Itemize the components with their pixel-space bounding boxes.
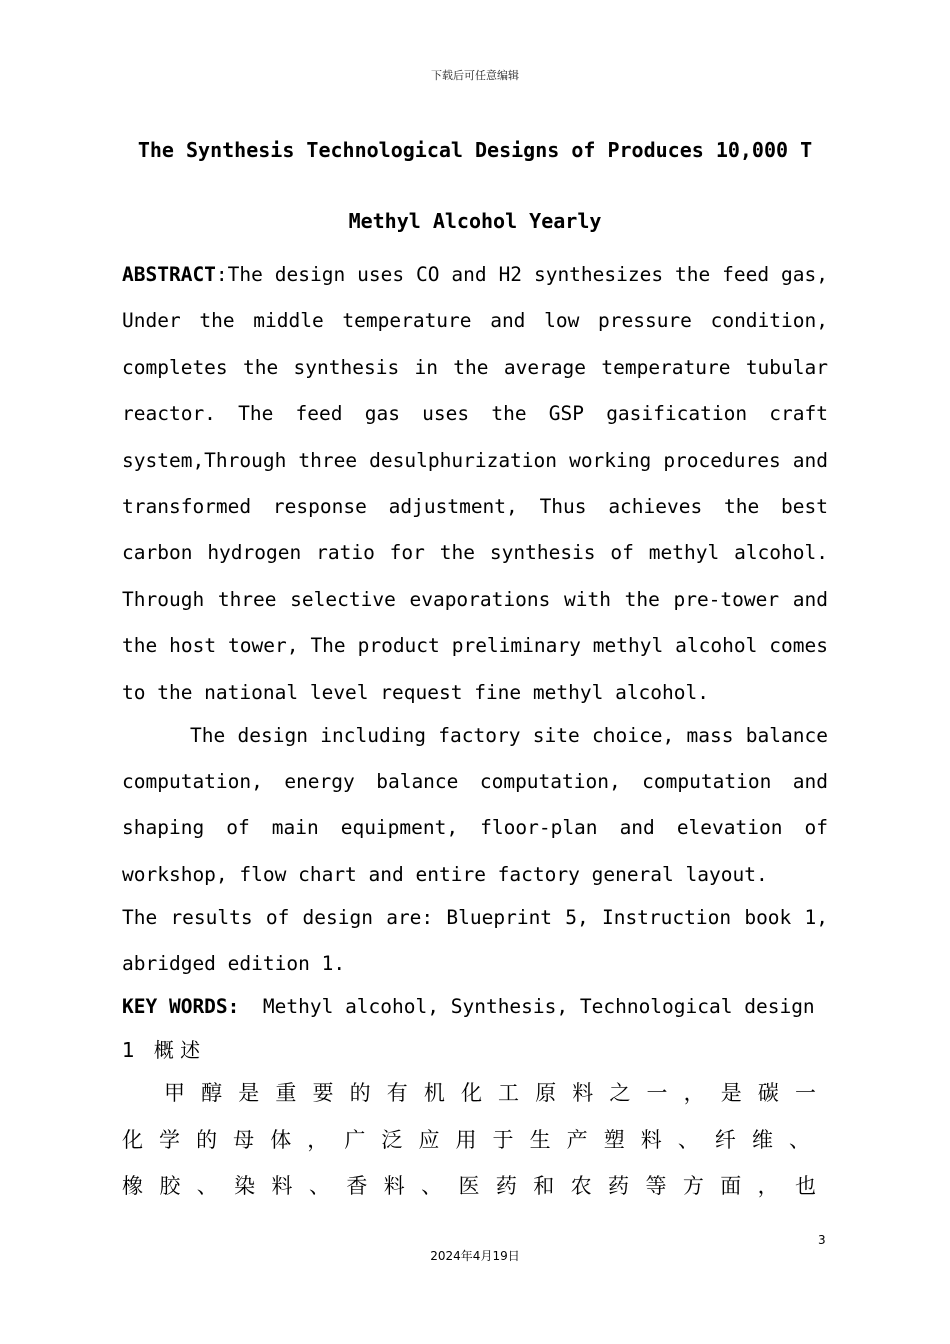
footer-date: 2024年4月19日 xyxy=(430,1249,520,1263)
abstract-separator: : xyxy=(215,263,228,286)
abstract-line-8: Through three selective evaporations with the pre-tower and xyxy=(122,588,828,611)
abstract-line-6: transformed response adjustment, Thus achieves the best xyxy=(122,495,828,518)
abstract-text: The design uses CO and H2 synthesizes the feed gas, xyxy=(227,263,828,286)
keywords-text: Methyl alcohol, Synthesis, Technological design xyxy=(262,995,815,1018)
results-line-1: The results of design are: Blueprint 5, Instruction book 1, xyxy=(122,906,828,929)
abstract-line-3: completes the synthesis in the average temperature tubular xyxy=(122,356,828,379)
section-title: 概 述 xyxy=(153,1038,201,1062)
abstract-line-10: to the national level request fine methyl alcohol. xyxy=(122,681,709,704)
chinese-line-3: 橡胶、染料、香料、医药和农药等方面，也 xyxy=(122,1174,816,1198)
results-line-2: abridged edition 1. xyxy=(122,952,346,975)
title-line-2: Methyl Alcohol Yearly xyxy=(348,209,602,233)
page-number: 3 xyxy=(818,1233,826,1247)
section-heading xyxy=(122,1037,200,1063)
abstract-label: ABSTRACT xyxy=(122,263,216,286)
header-note: 下载后可任意编辑 xyxy=(431,69,519,82)
design-line-2: computation, energy balance computation, computation and xyxy=(122,770,828,793)
section-number: 1 xyxy=(122,1038,135,1062)
keywords-label: KEY WORDS: xyxy=(122,995,240,1018)
abstract-line-2: Under the middle temperature and low pressure condition, xyxy=(122,309,828,332)
keywords-line xyxy=(122,994,828,1020)
abstract-line-9: the host tower, The product preliminary methyl alcohol comes xyxy=(122,634,828,657)
design-line-3: shaping of main equipment, floor-plan and elevation of xyxy=(122,816,828,839)
abstract-line-5: system,Through three desulphurization working procedures and xyxy=(122,449,828,472)
title-line-1: The Synthesis Technological Designs of Produces 10,000 T xyxy=(137,138,813,162)
abstract-line-7: carbon hydrogen ratio for the synthesis of methyl alcohol. xyxy=(122,541,828,564)
chinese-line-1: 甲醇是重要的有机化工原料之一，是碳一 xyxy=(164,1081,816,1105)
abstract-line-1 xyxy=(122,262,828,288)
abstract-line-4: reactor. The feed gas uses the GSP gasification craft xyxy=(122,402,828,425)
chinese-line-2: 化学的母体，广泛应用于生产塑料、纤维、 xyxy=(122,1128,810,1152)
design-line-1: The design including factory site choice, mass balance xyxy=(190,724,828,747)
design-line-4: workshop, flow chart and entire factory general layout. xyxy=(122,863,768,886)
